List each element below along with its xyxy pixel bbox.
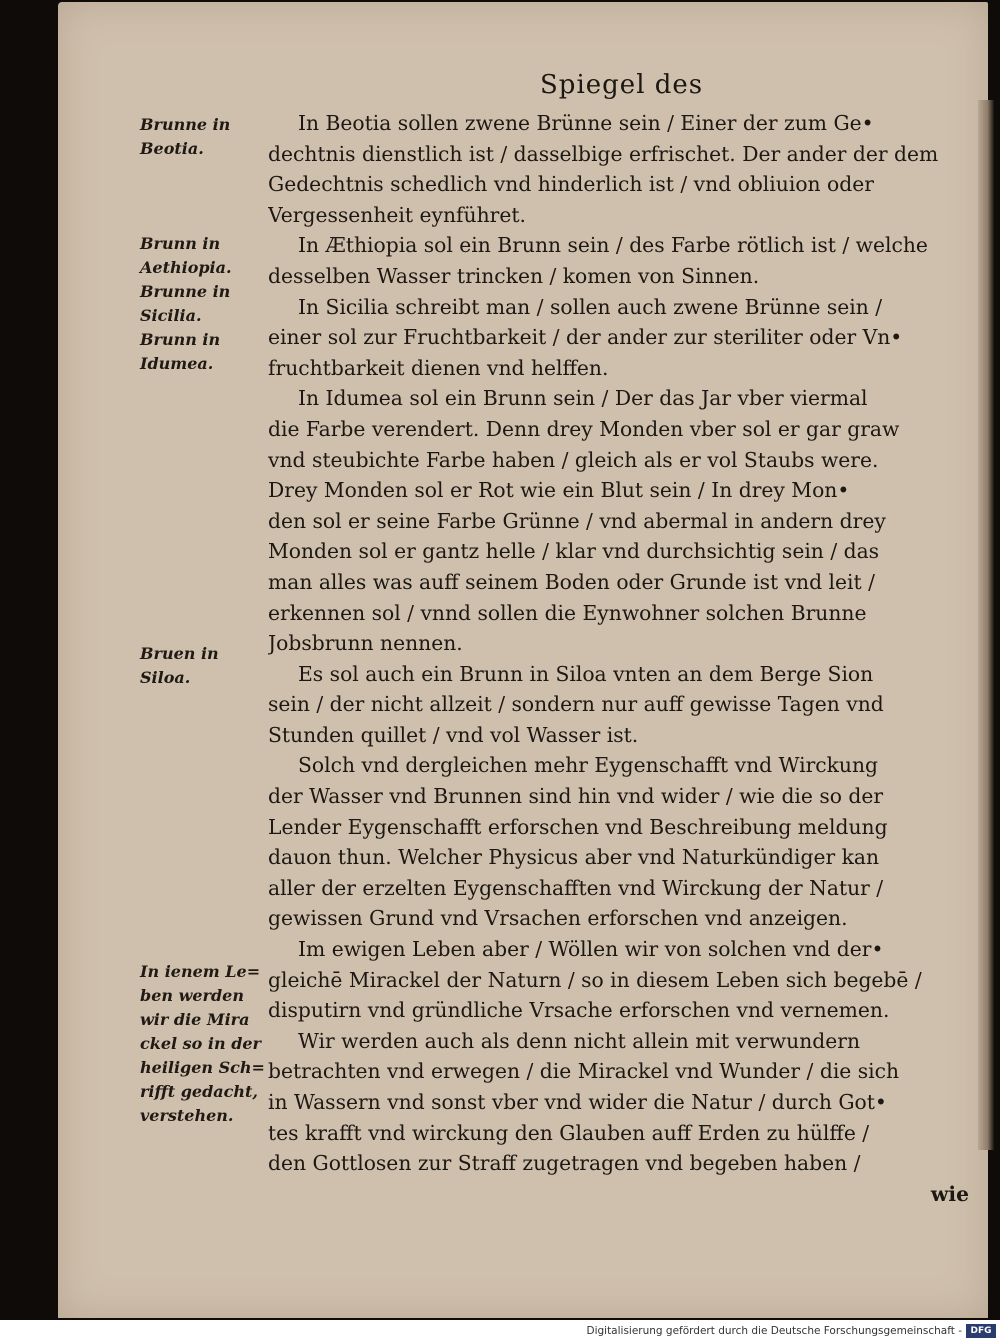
- text-line: Drey Monden sol er Rot wie ein Blut sein / In drey Mon•: [268, 478, 850, 503]
- text-line: fruchtbarkeit dienen vnd helffen.: [268, 355, 609, 380]
- margin-note-line: Siloa.: [140, 668, 191, 687]
- page-edge: [978, 100, 994, 1150]
- text-line: desselben Wasser trincken / komen von Sinnen.: [268, 263, 760, 288]
- margin-note-line: Brunn in: [140, 330, 221, 349]
- margin-note-line: verstehen.: [140, 1106, 234, 1125]
- text-line: aller der erzelten Eygenschafften vnd Wirckung der Natur /: [268, 875, 884, 900]
- text-line: Jobsbrunn nennen.: [268, 631, 463, 656]
- text-line: In Æthiopia sol ein Brunn sein / des Farbe rötlich ist / welche: [298, 233, 928, 258]
- text-line: In Sicilia schreibt man / sollen auch zwene Brünne sein /: [298, 294, 883, 319]
- text-line: Stunden quillet / vnd vol Wasser ist.: [268, 722, 639, 747]
- text-line: die Farbe verendert. Denn drey Monden vber sol er gar graw: [268, 416, 900, 441]
- text-line: betrachten vnd erwegen / die Mirackel vnd Wunder / die sich: [268, 1059, 900, 1084]
- text-line: gewissen Grund vnd Vrsachen erforschen vnd anzeigen.: [268, 906, 848, 931]
- footer-credit: Digitalisierung gefördert durch die Deutsche Forschungsgemeinschaft -: [586, 1325, 962, 1337]
- margin-note-line: Brunne in: [140, 115, 231, 134]
- text-line: den Gottlosen zur Straff zugetragen vnd begeben haben /: [268, 1151, 861, 1176]
- margin-note-line: heiligen Sch=: [140, 1058, 265, 1077]
- margin-note-line: Brunne in: [140, 282, 231, 301]
- text-line: der Wasser vnd Brunnen sind hin vnd wider / wie die so der: [268, 784, 884, 809]
- text-line: vnd steubichte Farbe haben / gleich als er vol Staubs were.: [268, 447, 879, 472]
- text-line: gleichē Mirackel der Naturn / so in diesem Leben sich begebē /: [268, 967, 922, 992]
- margin-note-line: Brunn in: [140, 234, 221, 253]
- text-line: Lender Eygenschafft erforschen vnd Beschreibung meldung: [268, 814, 888, 839]
- text-line: in Wassern vnd sonst vber vnd wider die Natur / durch Got•: [268, 1090, 887, 1114]
- text-line: Im ewigen Leben aber / Wöllen wir von solchen vnd der•: [298, 937, 884, 962]
- text-line: Es sol auch ein Brunn in Siloa vnten an dem Berge Sion: [298, 661, 874, 686]
- text-line: man alles was auff seinem Boden oder Grunde ist vnd leit /: [268, 569, 875, 594]
- margin-note-line: Sicilia.: [140, 306, 202, 325]
- margin-note-line: rifft gedacht,: [140, 1082, 258, 1101]
- text-line: sein / der nicht allzeit / sondern nur auff gewisse Tagen vnd: [268, 692, 884, 717]
- margin-note-line: Aethiopia.: [140, 258, 232, 277]
- text-line: In Idumea sol ein Brunn sein / Der das Jar vber viermal: [298, 386, 868, 411]
- text-line: einer sol zur Fruchtbarkeit / der ander zur steriliter oder Vn•: [268, 325, 903, 350]
- margin-note-line: ben werden: [140, 986, 244, 1005]
- catchword: wie: [930, 1181, 969, 1206]
- footer-bar: [0, 1322, 1000, 1341]
- margin-note: [140, 642, 268, 690]
- text-line: Vergessenheit eynführet.: [268, 202, 526, 227]
- margin-note: [140, 113, 268, 161]
- margin-note: [140, 232, 268, 376]
- main-text-block: [268, 108, 973, 1209]
- margin-note: [140, 960, 268, 1128]
- margin-note-line: Bruen in: [140, 644, 219, 663]
- text-line: Wir werden auch als denn nicht allein mit verwundern: [298, 1028, 861, 1053]
- text-line: erkennen sol / vnnd sollen die Eynwohner solchen Brunne: [268, 600, 867, 625]
- margin-note-line: Beotia.: [140, 139, 204, 158]
- text-line: den sol er seine Farbe Grünne / vnd abermal in andern drey: [268, 508, 886, 533]
- text-line: Gedechtnis schedlich vnd hinderlich ist / vnd obliuion oder: [268, 172, 874, 197]
- running-head: Spiegel des: [540, 70, 704, 100]
- margin-note-line: wir die Mira: [140, 1010, 250, 1029]
- margin-note-line: ckel so in der: [140, 1034, 261, 1053]
- text-line: disputirn vnd gründliche Vrsache erforschen vnd vernemen.: [268, 998, 890, 1023]
- text-line: Solch vnd dergleichen mehr Eygenschafft vnd Wirckung: [298, 753, 879, 778]
- text-line: Monden sol er gantz helle / klar vnd durchsichtig sein / das: [268, 539, 880, 564]
- margin-note-line: In ienem Le=: [140, 962, 261, 981]
- text-line: dauon thun. Welcher Physicus aber vnd Naturkündiger kan: [268, 845, 880, 870]
- dfg-logo-icon: DFG: [966, 1324, 996, 1338]
- text-line: In Beotia sollen zwene Brünne sein / Einer der zum Ge•: [298, 111, 874, 135]
- margin-note-line: Idumea.: [140, 354, 214, 373]
- text-line: dechtnis dienstlich ist / dasselbige erfrischet. Der ander der dem: [268, 141, 939, 166]
- text-line: tes krafft vnd wirckung den Glauben auff Erden zu hülffe /: [268, 1120, 870, 1145]
